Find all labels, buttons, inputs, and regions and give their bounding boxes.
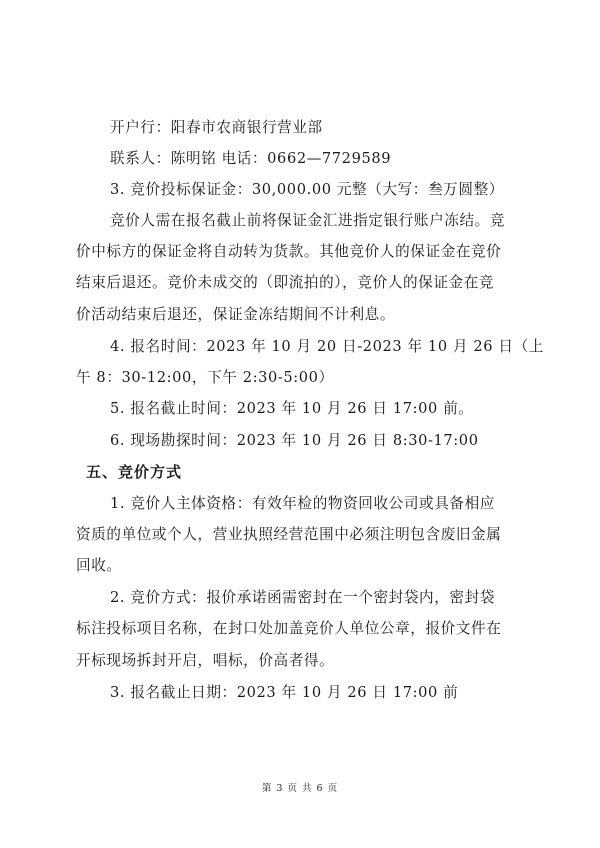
paragraph-line: 价活动结束后退还，保证金冻结期间不计利息。	[76, 306, 396, 323]
bidding-method-line: 2. 竞价方式：报价承诺函需密封在一个密封袋内，密封袋	[110, 589, 496, 606]
paragraph-line: 回收。	[76, 557, 122, 574]
page-number-footer: 第 3 页 共 6 页	[261, 783, 339, 794]
section-heading: 五、竞价方式	[86, 463, 183, 481]
account-bank-line: 开户行：阳春市农商银行营业部	[110, 119, 323, 136]
registration-time-line: 4. 报名时间：2023 年 10 月 20 日-2023 年 10 月 26 日（上	[110, 338, 544, 355]
deposit-item-line: 3. 竞价投标保证金：30,000.00 元整（大写：叁万圆整）	[110, 181, 504, 198]
site-survey-line: 6. 现场勘探时间：2023 年 10 月 26 日 8:30-17:00	[110, 432, 479, 449]
registration-time-cont-line: 午 8：30-12:00，下午 2:30-5:00）	[76, 369, 334, 386]
paragraph-line: 资质的单位或个人，营业执照经营范围中必须注明包含废旧金属	[76, 526, 502, 543]
qualification-line: 1. 竞价人主体资格：有效年检的物资回收公司或具备相应	[110, 495, 496, 512]
deadline-date-line: 3. 报名截止日期：2023 年 10 月 26 日 17:00 前	[110, 684, 459, 701]
paragraph-line: 竞价人需在报名截止前将保证金汇进指定银行账户冻结。竞	[110, 212, 506, 229]
paragraph-line: 结束后退还。竞价未成交的（即流拍的），竞价人的保证金在竞	[76, 274, 495, 291]
paragraph-line: 标注投标项目名称，在封口处加盖竞价人单位公章，报价文件在	[76, 620, 502, 637]
registration-deadline-line: 5. 报名截止时间：2023 年 10 月 26 日 17:00 前。	[110, 400, 474, 417]
contact-line: 联系人：陈明铭 电话：0662—7729589	[110, 150, 392, 167]
paragraph-line: 开标现场拆封开启，唱标，价高者得。	[76, 652, 335, 669]
paragraph-line: 价中标方的保证金将自动转为货款。其他竞价人的保证金在竞价	[76, 243, 502, 260]
